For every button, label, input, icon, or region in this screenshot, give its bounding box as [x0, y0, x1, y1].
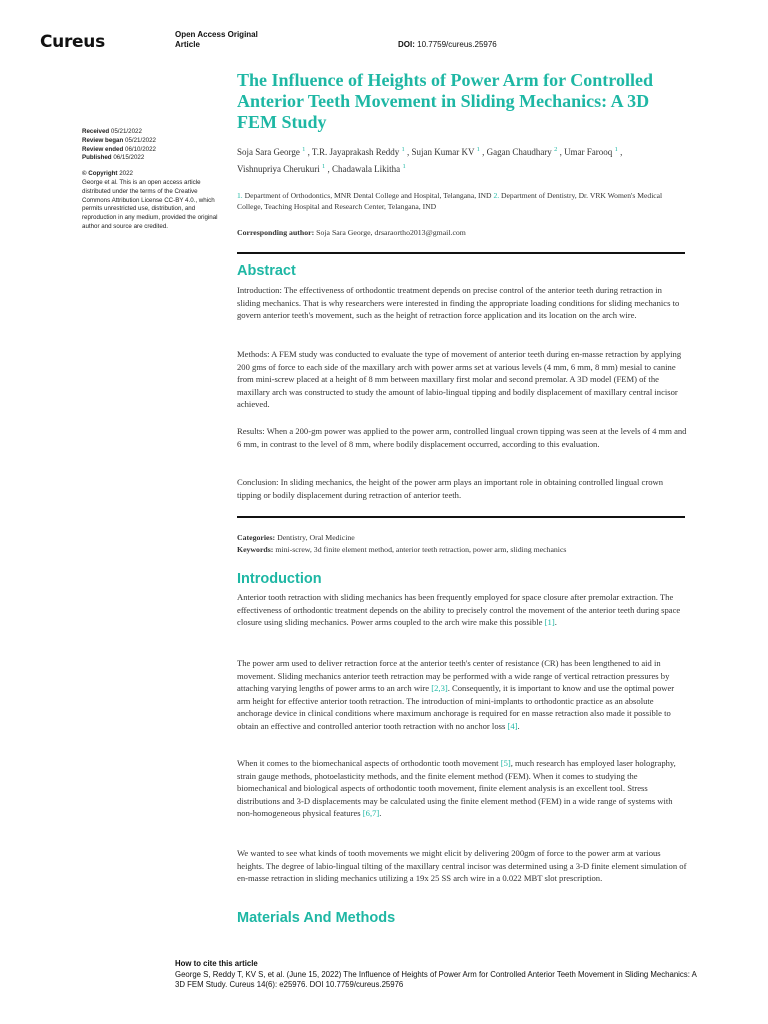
affiliation-number: 2.	[493, 191, 500, 200]
author-list: Soja Sara George $^1$ , T.R. Jayaprakash Reddy $^1$ , Sujan Kumar KV $^1$ , Gagan Chaudhary $^2$ , Umar Farooq $^1$ , Vishnupriya Cherukuri $^1$ , Chadawala Likitha $^1$	[237, 146, 623, 174]
author[interactable]: Soja Sara George	[237, 147, 300, 157]
section-divider	[237, 516, 685, 518]
author[interactable]: Vishnupriya Cherukuri	[237, 163, 320, 174]
citation-link[interactable]: [4]	[507, 720, 518, 731]
author[interactable]: T.R. Jayaprakash Reddy	[311, 147, 400, 157]
affiliation-marker[interactable]: 1	[401, 146, 405, 153]
doi-label: DOI:	[398, 40, 415, 49]
received-date: Received 05/21/2022	[82, 128, 142, 135]
article-header	[237, 70, 687, 237]
article-title: The Influence of Heights of Power Arm for Controlled Anterior Teeth Movement in Sliding Mechanics: A 3D FEM Study	[237, 70, 653, 132]
article-type-line1: Open Access Original	[175, 30, 258, 39]
citation-link[interactable]: [2,3]	[431, 683, 448, 694]
citation-link[interactable]: [6,7]	[362, 808, 380, 819]
abstract-heading: Abstract	[237, 263, 296, 279]
introduction-paragraph: The power arm used to deliver retraction force at the anterior teeth's center of resistance (CR) has been lengthened to aid in movement. Sliding mechanics anterior teeth retraction may be performed with a wide range of vertical retraction pressures by attaching varying lengths of power arms to an arch wire [2,3]. Consequently, it is important to know and use the optimal power arm height for effective anterior tooth retraction. The introduction of mini-implants to orthodontic practice as an absolute anchorage device in clinical conditions where maximum anchorage is required for en masse retraction also made it possible to obtain an effective and controlled anterior tooth retraction with no anchor loss [4].	[237, 658, 675, 731]
citation-link[interactable]: [1]	[544, 617, 555, 628]
copyright-label: © Copyright	[82, 170, 118, 178]
introduction-heading: Introduction	[237, 571, 322, 587]
affiliation-text: Department of Dentistry, Dr. VRK Women's Medical College, Teaching Hospital and Research Center, Telangana, IND	[237, 191, 663, 211]
corresponding-value[interactable]: Soja Sara George, drsaraortho2013@gmail.com	[316, 228, 466, 237]
license-text: George et al. This is an open access article distributed under the terms of the Creative Commons Attribution License CC-BY 4.0., which permits unrestricted use, distribution, and reproduction in any medium, provided the original author and source are credited.	[82, 178, 218, 230]
categories: Categories: Dentistry, Oral Medicine	[237, 533, 355, 542]
affiliation-text: Department of Orthodontics, MNR Dental College and Hospital, Telangana, IND	[244, 191, 492, 200]
author[interactable]: Umar Farooq	[564, 147, 613, 157]
article-type	[175, 30, 285, 50]
abstract-methods: Methods: A FEM study was conducted to evaluate the type of movement of anterior teeth during en-masse retraction by applying 200 gms of force to each side of the maxillary arch with power arms set at various levels (4 mm, 6 mm, 8 mm) mesial to canine from mini-screw placed at a height of 8 mm between maxillary first molar and second premolar. A 3D model (FEM) of the maxillary arch was constructed to study the amount of labio-lingual tipping and bodily displacement of maxillary central incisor achieved.	[237, 349, 682, 410]
affiliation-number: 1.	[237, 191, 243, 200]
affiliation-marker[interactable]: 1	[476, 146, 480, 153]
review-ended-date: Review ended 06/10/2022	[82, 145, 156, 153]
article-meta	[237, 532, 687, 556]
affiliation-marker[interactable]: 1	[614, 146, 618, 153]
article-type-line2: Article	[175, 40, 200, 49]
copyright	[82, 170, 222, 179]
doi-link[interactable]: 10.7759/cureus.25976	[417, 40, 497, 49]
abstract-conclusion: Conclusion: In sliding mechanics, the height of the power arm plays an important role in obtaining controlled lingual crown tipping or bodily displacement during retraction of anterior teeth.	[237, 477, 664, 500]
affiliation-marker[interactable]: 1	[402, 162, 406, 170]
how-to-cite	[175, 959, 705, 991]
how-to-cite-heading: How to cite this article	[175, 959, 258, 968]
sidebar	[82, 128, 222, 232]
affiliations	[237, 190, 687, 212]
abstract-introduction: Introduction: The effectiveness of orthodontic treatment depends on precise control of the anterior teeth during retraction in sliding mechanics. That is why researchers were interested in finding the appropriate loading conditions for sliding mechanics to govern anterior teeth's movement, such as the height of retraction force application and its location on the arch wire.	[237, 285, 680, 321]
section-divider	[237, 252, 685, 254]
introduction-paragraph: When it comes to the biomechanical aspects of orthodontic tooth movement [5], much research has employed laser holography, strain gauge methods, photoelasticity methods, and the finite element method (FEM). When it comes to studying the biomechanical and biological aspects of orthodontic tooth movement, finite element analysis is an excellent tool. Stress distributions and 3-D displacements may be calculated using the finite element method (FEM) in a wide range of systems with non-homogeneous physical features [6,7].	[237, 758, 676, 819]
introduction-paragraph: Anterior tooth retraction with sliding mechanics has been frequently employed for space closure after premolar extraction. The effectiveness of orthodontic treatment depends on the ability to precisely control the movement of the anterior teeth during space closure using sliding mechanics. Power arms coupled to the arch wire make this possible [1].	[237, 592, 681, 628]
introduction-paragraph: We wanted to see what kinds of tooth movements we might elicit by delivering 200gm of force to the power arm at various heights. The degree of labio-lingual tilting of the maxillary central incisor was determined using a 3-D finite element simulation of en-masse retraction in sliding mechanics utilizing a 19x 25 SS arch wire in a 0.022 MBT slot prescription.	[237, 848, 687, 884]
author[interactable]: Chadawala Likitha	[331, 163, 401, 174]
review-began-date: Review began 05/21/2022	[82, 136, 156, 144]
affiliation-marker[interactable]: 1	[302, 146, 306, 153]
affiliation-marker[interactable]: 1	[321, 162, 326, 170]
corresponding-label: Corresponding author:	[237, 228, 315, 237]
citation-link[interactable]: [5]	[500, 758, 511, 768]
copyright-year: 2022	[119, 170, 133, 178]
affiliation-marker[interactable]: 2	[554, 146, 558, 153]
doi	[398, 40, 497, 49]
author[interactable]: Sujan Kumar KV	[411, 147, 475, 157]
corresponding-author	[237, 228, 687, 237]
journal-logo: Cureus	[40, 32, 105, 52]
how-to-cite-text: George S, Reddy T, KV S, et al. (June 15, 2022) The Influence of Heights of Power Arm for Controlled Anterior Teeth Movement in Sliding Mechanics: A 3D FEM Study. Cureus 14(6): e25976. DOI 10.7759/cureus.25976	[175, 969, 697, 989]
methods-heading: Materials And Methods	[237, 910, 396, 926]
keywords: Keywords: mini-screw, 3d finite element method, anterior teeth retraction, power arm, sliding mechanics	[237, 545, 567, 554]
author[interactable]: Gagan Chaudhary	[486, 147, 552, 157]
published-date: Published 06/15/2022	[82, 154, 145, 162]
abstract-results: Results: When a 200-gm power was applied to the power arm, controlled lingual crown tipping was seen at the levels of 4 mm and 6 mm, in contrast to the level of 8 mm, where bodily displacement occurred, according to this evaluation.	[237, 426, 687, 449]
